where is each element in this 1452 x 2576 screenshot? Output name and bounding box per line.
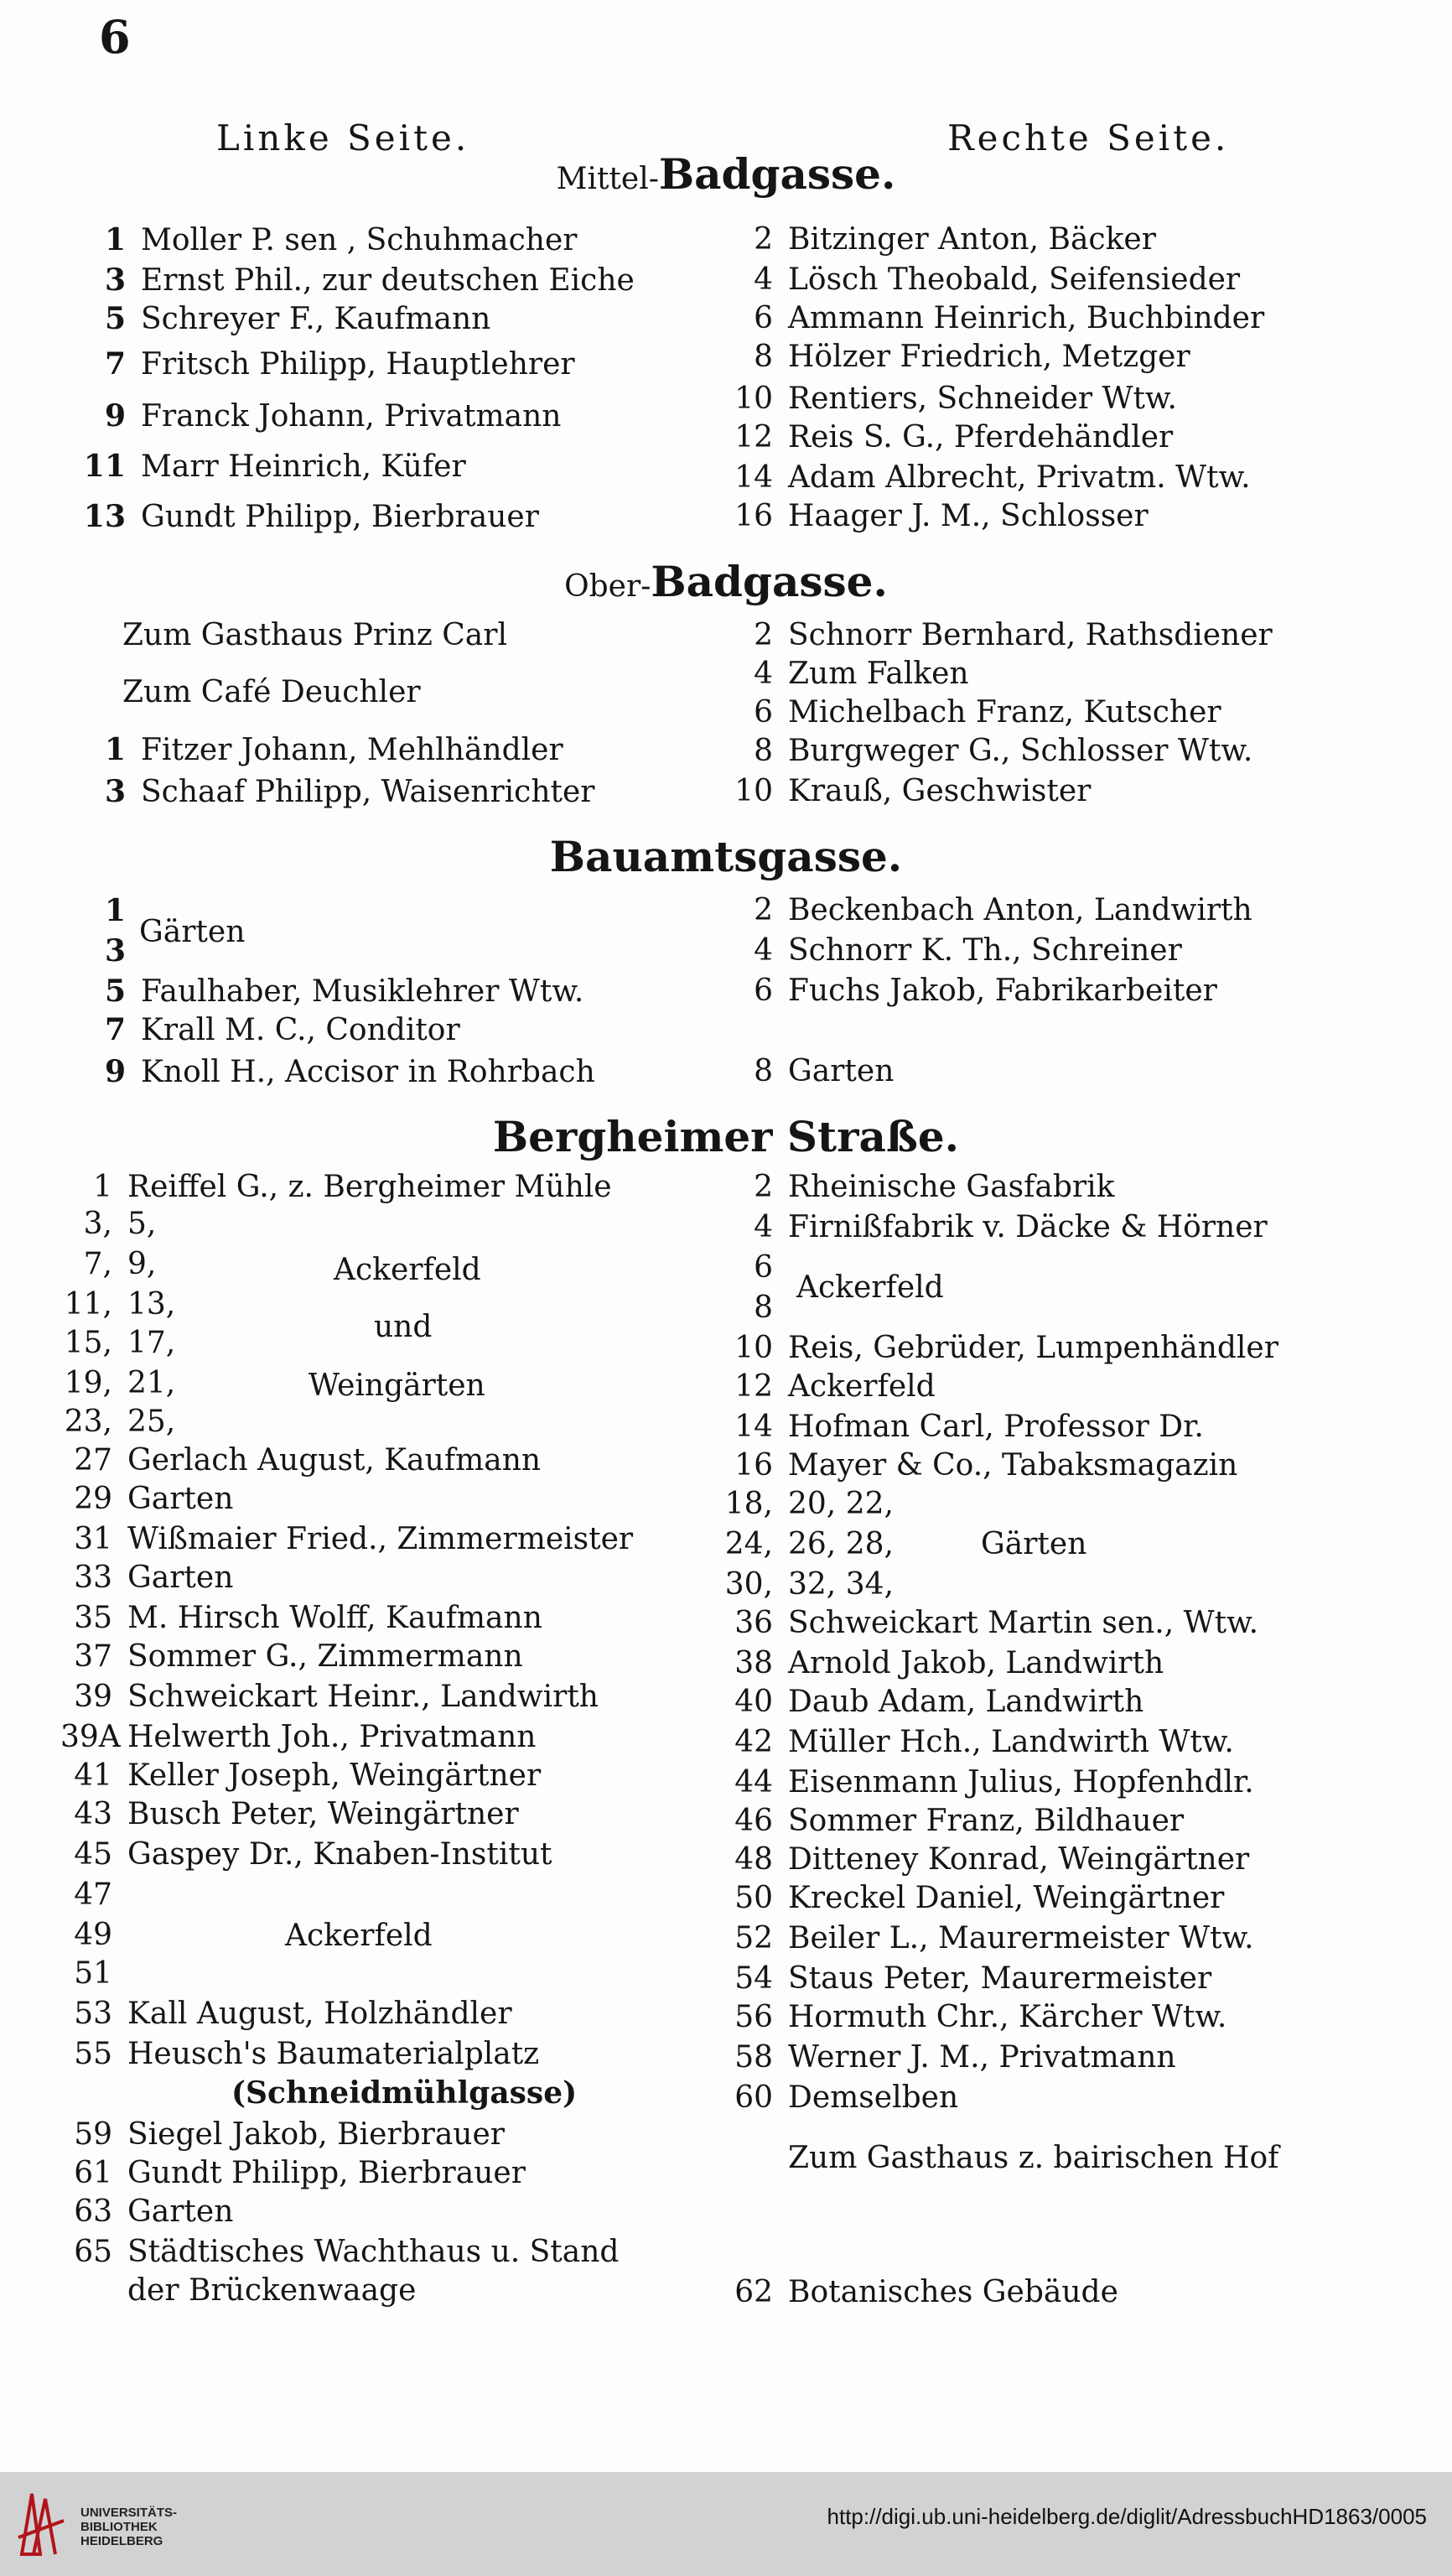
directory-entry — [60, 1837, 552, 1872]
house-number: 14 — [734, 1410, 773, 1444]
resident-text: Zum Café Deuchler — [122, 675, 421, 709]
directory-entry — [60, 1920, 127, 1950]
directory-entry — [721, 1727, 1234, 1758]
house-number: 50 — [734, 1881, 773, 1915]
house-number: 9 — [104, 1054, 126, 1089]
house-number: 15, — [64, 1326, 112, 1360]
directory-entry — [74, 1054, 595, 1089]
directory-entry — [74, 976, 583, 1007]
directory-entry — [721, 342, 1190, 372]
house-number: 42 — [734, 1725, 773, 1759]
directory-entry — [60, 1877, 127, 1912]
house-number: 2 — [754, 222, 773, 257]
resident-text: Schweickart Heinr., Landwirth — [127, 1680, 599, 1714]
directory-entry — [60, 2039, 539, 2070]
resident-text: Beiler L., Maurermeister Wtw. — [788, 1921, 1254, 1955]
source-url[interactable]: http://digi.ub.uni-heidelberg.de/diglit/AdressbuchHD1863/0005 — [827, 2504, 1427, 2529]
resident-text: Schnorr Bernhard, Rathsdiener — [788, 618, 1273, 652]
resident-text: Wißmaier Fried., Zimmermeister — [127, 1522, 634, 1556]
house-number: 1 — [104, 732, 126, 767]
group-label-weingaerten: Weingärten — [309, 1368, 485, 1403]
directory-entry — [74, 917, 245, 948]
directory-entry — [74, 346, 575, 382]
house-number: 13 — [83, 499, 126, 534]
resident-text: Zum Gasthaus z. bairischen Hof — [788, 2141, 1279, 2175]
directory-entry — [721, 1527, 894, 1561]
house-number: 61 — [74, 2156, 112, 2190]
house-number: 33 — [74, 1561, 112, 1595]
resident-text: Haager J. M., Schlosser — [788, 499, 1149, 533]
resident-text: Daub Adam, Landwirth — [788, 1685, 1144, 1719]
directory-entry — [721, 301, 1265, 335]
directory-entry — [60, 2158, 526, 2189]
house-number: 2 — [754, 1170, 773, 1204]
directory-entry — [721, 1765, 1254, 1800]
house-number: 52 — [734, 1921, 773, 1955]
house-number: 14 — [734, 460, 773, 495]
directory-entry — [721, 1054, 895, 1088]
resident-text: Eisenmann Julius, Hopfenhdlr. — [788, 1765, 1254, 1800]
directory-entry — [721, 893, 1252, 927]
directory-entry — [721, 501, 1149, 532]
house-number: 24, — [724, 1527, 773, 1561]
house-number: 45 — [74, 1837, 112, 1872]
resident-text: 32, 34, — [788, 1567, 894, 1602]
resident-text: Sommer G., Zimmermann — [127, 1639, 523, 1674]
directory-entry — [721, 384, 1177, 414]
house-number: 56 — [734, 2000, 773, 2034]
resident-text: 17, — [127, 1326, 176, 1360]
resident-text: Reis, Gebrüder, Lumpenhändler — [788, 1331, 1278, 1365]
house-number: 27 — [74, 1443, 112, 1478]
resident-text: Reiffel G., z. Bergheimer Mühle — [127, 1170, 612, 1204]
directory-entry — [60, 2237, 619, 2267]
resident-text: Staus Peter, Maurermeister — [788, 1961, 1212, 1996]
resident-text: Gundt Philipp, Bierbrauer — [141, 500, 539, 534]
resident-text: Garten — [127, 2194, 234, 2229]
library-name: UNIVERSITÄTS- BIBLIOTHEK HEIDELBERG — [80, 2506, 178, 2548]
resident-text: Müller Hch., Landwirth Wtw. — [788, 1725, 1234, 1759]
house-number: 7 — [104, 346, 126, 382]
directory-entry — [60, 1524, 633, 1555]
resident-text: Gaspey Dr., Knaben-Institut — [127, 1837, 552, 1872]
directory-entry — [721, 1687, 1143, 1717]
resident-text: Lösch Theobald, Seifensieder — [788, 262, 1241, 297]
directory-entry — [60, 1209, 156, 1239]
group-label-und: und — [374, 1310, 433, 1344]
house-number: 35 — [74, 1601, 112, 1635]
directory-entry — [60, 2273, 417, 2308]
resident-text: Gärten — [981, 1527, 1087, 1561]
resident-text: 13, — [127, 1287, 176, 1322]
directory-entry — [981, 1527, 1087, 1561]
house-number: 5 — [104, 301, 126, 336]
directory-entry — [721, 933, 1182, 968]
house-number: 18, — [724, 1487, 773, 1521]
house-number: 65 — [74, 2235, 112, 2269]
house-number: 8 — [754, 734, 773, 768]
house-number: 60 — [734, 2080, 773, 2115]
resident-text: 5, — [127, 1207, 157, 1241]
resident-text: Werner J. M., Privatmann — [788, 2040, 1176, 2075]
resident-text: 9, — [127, 1247, 157, 1281]
resident-text: Fitzer Johann, Mehlhändler — [141, 733, 563, 767]
resident-text: Ditteney Konrad, Weingärtner — [788, 1842, 1250, 1877]
resident-text: Michelbach Franz, Kutscher — [788, 695, 1221, 730]
resident-text: Zum Falken — [788, 657, 969, 691]
directory-entry — [721, 1608, 1258, 1639]
resident-text: Hofman Carl, Professor Dr. — [788, 1410, 1204, 1444]
resident-text: Reis S. G., Pferdehändler — [788, 420, 1174, 454]
house-number: 51 — [74, 1956, 112, 1991]
house-number: 44 — [734, 1765, 773, 1800]
directory-entry — [164, 2075, 578, 2111]
directory-entry — [74, 618, 507, 652]
resident-text: Heusch's Baumaterialplatz — [127, 2037, 540, 2071]
directory-entry — [721, 976, 1217, 1006]
directory-entry — [74, 1012, 460, 1047]
house-number: 12 — [734, 1369, 773, 1404]
resident-text: Bitzinger Anton, Bäcker — [788, 222, 1156, 257]
house-number: 11 — [83, 449, 126, 484]
house-number: 19, — [64, 1366, 112, 1400]
resident-text: Zum Gasthaus Prinz Carl — [122, 618, 507, 652]
house-number: 3, — [83, 1207, 112, 1241]
resident-text: Hölzer Friedrich, Metzger — [788, 340, 1190, 374]
house-number: 6 — [754, 301, 773, 335]
directory-entry — [60, 1443, 542, 1478]
resident-text: Krall M. C., Conditor — [141, 1013, 460, 1047]
house-number: 2 — [754, 618, 773, 652]
directory-entry — [721, 460, 1251, 495]
directory-entry — [721, 1412, 1204, 1442]
street-heading-bauamtsgasse: Bauamtsgasse. — [549, 832, 903, 881]
house-number: 10 — [734, 382, 773, 416]
resident-text: Knoll H., Accisor in Rohrbach — [141, 1055, 595, 1089]
directory-entry — [60, 1368, 175, 1399]
house-number: 10 — [734, 774, 773, 808]
directory-entry — [721, 1883, 1224, 1914]
directory-entry — [721, 2277, 1118, 2308]
resident-text: 21, — [127, 1366, 176, 1400]
resident-text: 26, 28, — [788, 1527, 894, 1561]
directory-entry — [721, 2040, 1176, 2075]
directory-entry — [60, 1563, 233, 1593]
house-number: 23, — [64, 1405, 112, 1439]
resident-text: Gerlach August, Kaufmann — [127, 1443, 542, 1478]
directory-entry — [60, 1249, 156, 1280]
house-number: 3 — [104, 933, 126, 969]
resident-text: Siegel Jakob, Bierbrauer — [127, 2117, 505, 2152]
directory-entry — [74, 222, 578, 257]
house-number: 16 — [734, 1448, 773, 1483]
resident-text: Gärten — [139, 915, 246, 949]
directory-entry — [60, 1758, 542, 1793]
group-label-ackerfeld-2: Ackerfeld — [285, 1919, 433, 1953]
house-number: 1 — [104, 222, 126, 257]
resident-text: Fritsch Philipp, Hauptlehrer — [141, 347, 575, 382]
resident-text: Garten — [127, 1482, 234, 1516]
directory-entry — [721, 1172, 1114, 1202]
resident-text: Keller Joseph, Weingärtner — [127, 1758, 542, 1793]
resident-text: Schnorr K. Th., Schreiner — [788, 933, 1182, 968]
house-number: 55 — [74, 2037, 112, 2071]
directory-entry — [60, 1682, 599, 1712]
directory-entry — [60, 2117, 505, 2152]
directory-entry — [721, 618, 1273, 652]
resident-text: Moller P. sen , Schuhmacher — [141, 223, 578, 257]
directory-entry — [729, 1270, 944, 1305]
house-number: 38 — [734, 1646, 773, 1680]
directory-entry — [74, 301, 491, 336]
resident-text: Busch Peter, Weingärtner — [127, 1797, 519, 1831]
resident-text: Hormuth Chr., Kärcher Wtw. — [788, 2000, 1227, 2034]
directory-entry — [60, 1999, 512, 2029]
house-number: 40 — [734, 1685, 773, 1719]
resident-text: Rheinische Gasfabrik — [788, 1170, 1115, 1204]
resident-text: Kall August, Holzhändler — [127, 1997, 512, 2031]
directory-entry — [721, 2143, 1278, 2174]
house-number: 47 — [74, 1877, 112, 1912]
house-number: 49 — [74, 1918, 112, 1952]
resident-text: Schweickart Martin sen., Wtw. — [788, 1606, 1259, 1640]
house-number: 30, — [724, 1567, 773, 1602]
resident-text: Städtisches Wachthaus u. Stand — [127, 2235, 620, 2269]
house-number: 58 — [734, 2040, 773, 2075]
directory-entry — [721, 1489, 894, 1519]
resident-text: Arnold Jakob, Landwirth — [788, 1646, 1164, 1680]
street-heading-mittel-badgasse: Mittel-Badgasse. — [556, 149, 896, 199]
resident-text: Schaaf Philipp, Waisenrichter — [141, 775, 595, 809]
house-number: 8 — [754, 1291, 773, 1325]
resident-text: Gundt Philipp, Bierbrauer — [127, 2156, 526, 2190]
resident-text: Demselben — [788, 2080, 959, 2115]
street-heading-ober-badgasse: Ober-Badgasse. — [564, 557, 888, 606]
house-number: 31 — [74, 1522, 112, 1556]
directory-entry — [60, 1407, 175, 1437]
directory-entry — [74, 398, 562, 434]
resident-text: 20, 22, — [788, 1487, 894, 1521]
house-number: 6 — [754, 695, 773, 730]
resident-text: Mayer & Co., Tabaksmagazin — [788, 1448, 1238, 1483]
directory-entry — [60, 1956, 127, 1991]
resident-text: M. Hirsch Wolff, Kaufmann — [127, 1601, 542, 1635]
house-number: 2 — [754, 893, 773, 927]
page-number: 6 — [99, 10, 131, 64]
resident-text: Ernst Phil., zur deutschen Eiche — [141, 263, 635, 298]
directory-entry — [721, 1567, 894, 1602]
resident-text: Kreckel Daniel, Weingärtner — [788, 1881, 1225, 1915]
house-number: 1 — [104, 893, 126, 928]
house-number: 6 — [754, 974, 773, 1008]
directory-entry — [721, 1806, 1184, 1836]
directory-entry — [721, 659, 969, 689]
house-number: 1 — [93, 1170, 112, 1204]
resident-text: der Brückenwaage — [127, 2273, 417, 2308]
directory-entry — [74, 776, 595, 808]
house-number: 4 — [754, 1210, 773, 1244]
directory-entry — [74, 501, 539, 532]
house-number: 62 — [734, 2275, 773, 2309]
directory-entry — [60, 1484, 233, 1514]
resident-text: Franck Johann, Privatmann — [141, 399, 562, 434]
house-number: 9 — [104, 398, 126, 434]
directory-entry — [60, 1603, 542, 1633]
directory-entry — [721, 1210, 1268, 1244]
resident-text: Adam Albrecht, Privatm. Wtw. — [788, 460, 1251, 495]
house-number: 12 — [734, 420, 773, 454]
directory-entry — [60, 1287, 176, 1322]
resident-text: Fuchs Jakob, Fabrikarbeiter — [788, 974, 1217, 1008]
directory-entry — [721, 1921, 1254, 1955]
house-number: 54 — [734, 1961, 773, 1996]
directory-entry — [74, 732, 563, 767]
directory-entry — [721, 2002, 1226, 2033]
directory-entry — [721, 222, 1156, 257]
house-number: 3 — [104, 262, 126, 298]
house-number: 39A — [60, 1720, 121, 1754]
resident-text: Krauß, Geschwister — [788, 774, 1092, 808]
house-number: 4 — [754, 657, 773, 691]
header-right: Rechte Seite. — [947, 117, 1230, 158]
directory-entry — [60, 1797, 519, 1831]
directory-entry — [721, 1448, 1238, 1483]
directory-entry — [721, 695, 1221, 730]
house-number: 43 — [74, 1797, 112, 1831]
house-number: 39 — [74, 1680, 112, 1714]
resident-text: (Schneidmühlgasse) — [231, 2075, 578, 2111]
house-number: 63 — [74, 2194, 112, 2229]
house-number: 8 — [754, 1054, 773, 1088]
house-number: 59 — [74, 2117, 112, 2152]
house-number: 16 — [734, 499, 773, 533]
directory-entry — [60, 1172, 612, 1202]
directory-entry — [74, 675, 421, 709]
directory-entry — [721, 1646, 1164, 1680]
directory-entry — [74, 262, 635, 298]
resident-text: Schreyer F., Kaufmann — [141, 302, 491, 336]
resident-text: Ackerfeld — [788, 1369, 936, 1404]
directory-entry — [721, 1961, 1212, 1996]
house-number: 41 — [74, 1758, 112, 1793]
resident-text: Helwerth Joh., Privatmann — [127, 1720, 537, 1754]
directory-entry — [721, 736, 1252, 766]
resident-text: Garten — [127, 1561, 234, 1595]
directory-entry — [60, 1328, 175, 1358]
header-left: Linke Seite. — [216, 117, 470, 158]
street-heading-bergheimer-strasse: Bergheimer Straße. — [492, 1112, 960, 1161]
resident-text: Ackerfeld — [796, 1270, 944, 1305]
ub-heidelberg-logo-icon — [15, 2487, 67, 2561]
resident-text: Sommer Franz, Bildhauer — [788, 1804, 1185, 1838]
directory-entry — [60, 2194, 234, 2229]
house-number: 6 — [754, 1250, 773, 1285]
directory-entry — [60, 1722, 536, 1753]
house-number: 53 — [74, 1997, 112, 2031]
house-number: 10 — [734, 1331, 773, 1365]
house-number: 5 — [104, 974, 126, 1009]
house-number: 11, — [64, 1287, 112, 1322]
resident-text: Ammann Heinrich, Buchbinder — [788, 301, 1265, 335]
house-number: 37 — [74, 1639, 112, 1674]
resident-text: Botanisches Gebäude — [788, 2275, 1118, 2309]
house-number: 7, — [83, 1247, 112, 1281]
resident-text: Marr Heinrich, Küfer — [141, 449, 466, 484]
resident-text: Garten — [788, 1054, 895, 1088]
directory-entry — [721, 1333, 1278, 1363]
directory-entry — [721, 1842, 1250, 1877]
directory-entry — [74, 451, 466, 482]
directory-entry — [721, 262, 1241, 297]
resident-text: Rentiers, Schneider Wtw. — [788, 382, 1177, 416]
house-number: 46 — [734, 1804, 773, 1838]
group-label-ackerfeld: Ackerfeld — [334, 1253, 481, 1287]
house-number: 4 — [754, 262, 773, 297]
directory-entry — [60, 1639, 523, 1674]
house-number: 3 — [104, 774, 126, 809]
directory-entry — [721, 420, 1174, 454]
house-number: 4 — [754, 933, 773, 968]
directory-entry — [721, 2080, 959, 2115]
resident-text: Burgweger G., Schlosser Wtw. — [788, 734, 1253, 768]
resident-text: Firnißfabrik v. Däcke & Hörner — [788, 1210, 1268, 1244]
house-number: 36 — [734, 1606, 773, 1640]
resident-text: Beckenbach Anton, Landwirth — [788, 893, 1252, 927]
house-number: 7 — [104, 1012, 126, 1047]
resident-text: Faulhaber, Musiklehrer Wtw. — [141, 974, 584, 1009]
directory-entry — [721, 776, 1091, 807]
house-number: 29 — [74, 1482, 112, 1516]
house-number: 8 — [754, 340, 773, 374]
directory-entry — [721, 1369, 936, 1404]
footer-bar — [0, 2472, 1452, 2576]
house-number: 48 — [734, 1842, 773, 1877]
resident-text: 25, — [127, 1405, 176, 1439]
